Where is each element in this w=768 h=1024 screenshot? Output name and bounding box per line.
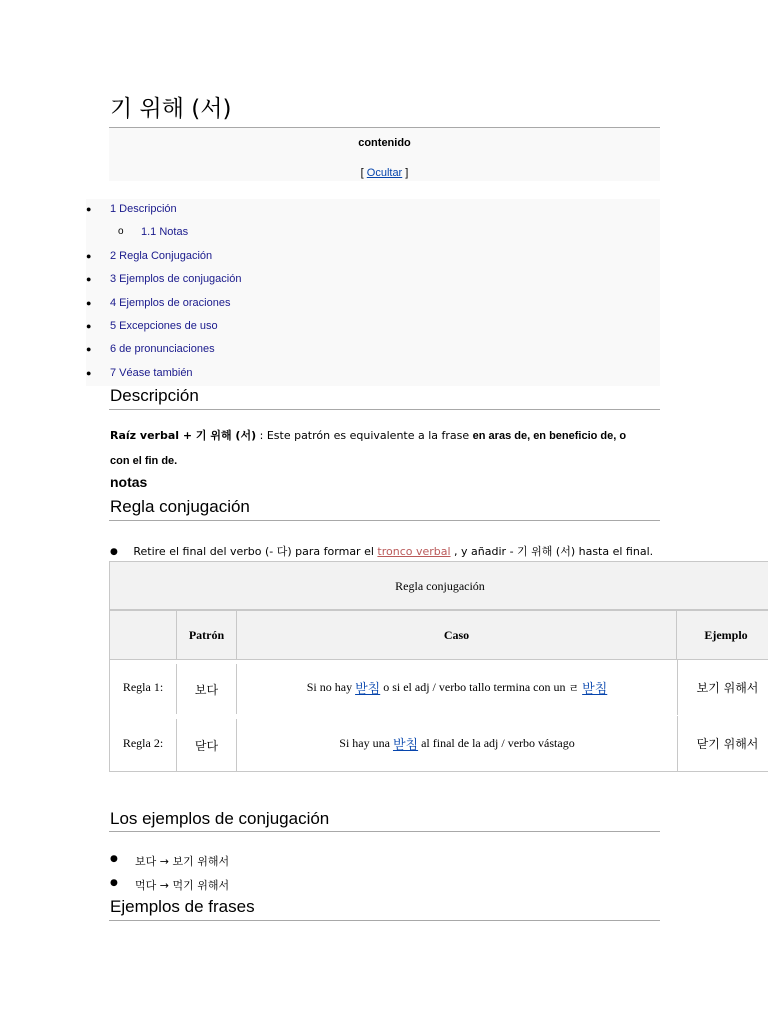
batchim-link[interactable]: 받침 <box>582 682 608 697</box>
toc-item-vease[interactable] <box>86 363 660 386</box>
toc-box <box>109 128 660 181</box>
rieul-char: ㄹ <box>568 681 580 695</box>
table-header-ejemplo: Ejemplo <box>676 610 768 660</box>
toc-item-label[interactable]: 1 Descripción <box>110 203 177 215</box>
regla-bullet-post: , y añadir - 기 위해 (서) hasta el final. <box>450 545 654 558</box>
page-title: 기 위해 (서) <box>110 96 232 122</box>
regla-bullet-pre: Retire el final del verbo (- 다) para formar el <box>133 545 378 558</box>
section-heading-regla: Regla conjugación <box>110 497 250 516</box>
toc-item-regla[interactable] <box>86 246 660 269</box>
toc-item-label[interactable]: 7 Véase también <box>110 366 193 379</box>
conj-example: 보다 → 보기 위해서 <box>135 855 230 868</box>
bullet-icon: ● <box>86 204 92 214</box>
toc-item-excepciones[interactable] <box>86 316 660 339</box>
table-header-caso: Caso <box>236 610 677 660</box>
batchim-link[interactable]: 받침 <box>392 738 419 753</box>
toc-hide-control <box>109 167 660 179</box>
case-text: al final de la adj / verbo vástago <box>421 736 575 750</box>
bullet-icon: ● <box>86 250 92 261</box>
bullet-icon: ● <box>86 344 92 355</box>
toc-hide-prefix: [ <box>360 167 367 179</box>
bullet-icon: ● <box>86 297 92 308</box>
section-rule <box>109 920 660 921</box>
toc-hide-suffix: ] <box>402 167 409 179</box>
toc-item-label[interactable]: 2 Regla Conjugación <box>110 249 213 262</box>
tronco-verbal-link[interactable]: tronco verbal <box>377 545 451 558</box>
notas-heading: notas <box>110 474 148 490</box>
toc-item-label[interactable]: 3 Ejemplos de conjugación <box>110 273 242 286</box>
toc-item-label[interactable]: 5 Excepciones de uso <box>110 319 218 332</box>
descripcion-text: : Este patrón es equivalente a la frase <box>256 429 473 442</box>
table-row1-rule: Regla 1: <box>122 680 164 694</box>
toc-item-label[interactable]: 4 Ejemplos de oraciones <box>110 296 231 309</box>
descripcion-paragraph <box>110 423 670 474</box>
table-row1-example: 보기 위해서 <box>677 660 768 715</box>
section-heading-ejemplos-frases: Ejemplos de frases <box>110 897 255 916</box>
descripcion-bold-end: en aras de, en beneficio de, o <box>472 430 627 442</box>
descripcion-bold-start: Raíz verbal + 기 위해 (서) <box>110 429 257 442</box>
bullet-icon: ● <box>110 547 118 557</box>
table-row1-pattern: 보다 <box>176 664 237 714</box>
toc-list <box>86 199 660 386</box>
descripcion-bold-end-2: con el fin de. <box>110 455 178 467</box>
toc-item-label[interactable]: 6 de pronunciaciones <box>110 343 215 356</box>
table-row1-case <box>237 660 677 715</box>
table-row2-case <box>237 716 677 771</box>
toc-heading: contenido <box>358 137 411 149</box>
bullet-icon: ● <box>86 320 92 331</box>
table-row2-rule: Regla 2: <box>122 736 164 750</box>
section-rule <box>109 520 660 521</box>
table-caption-text: Regla conjugación <box>395 579 485 593</box>
bullet-icon: ● <box>86 367 92 378</box>
toc-item-notas[interactable] <box>86 222 660 245</box>
case-text: o si el adj / verbo tallo termina con un <box>383 680 566 694</box>
toc-hide-link[interactable]: Ocultar <box>366 167 403 179</box>
batchim-link[interactable]: 받침 <box>355 682 381 697</box>
case-text: Si no hay <box>306 680 353 694</box>
section-heading-ejemplos-conjugacion: Los ejemplos de conjugación <box>110 809 330 828</box>
bullet-icon: ● <box>110 878 118 888</box>
table-row2-pattern: 닫다 <box>176 719 237 771</box>
toc-item-ejemplos-conjugacion[interactable] <box>86 269 660 292</box>
circle-bullet-icon: o <box>118 226 124 238</box>
toc-item-pronunciaciones[interactable] <box>86 339 660 362</box>
toc-item-descripcion[interactable] <box>86 199 660 222</box>
conj-example: 먹다 → 먹기 위해서 <box>135 879 230 892</box>
table-caption <box>109 561 768 610</box>
section-rule <box>109 409 660 410</box>
table-header-patron: Patrón <box>176 610 237 660</box>
section-heading-descripcion: Descripción <box>110 386 199 405</box>
table-header-blank <box>109 610 177 660</box>
toc-item-label[interactable]: 1.1 Notas <box>141 226 189 239</box>
section-rule <box>109 831 660 832</box>
table-row2-example: 닫기 위해서 <box>677 716 768 771</box>
case-text: Si hay una <box>339 736 390 750</box>
bullet-icon: ● <box>86 274 92 285</box>
bullet-icon: ● <box>110 854 118 864</box>
regla-bullet <box>110 543 653 559</box>
toc-item-ejemplos-oraciones[interactable] <box>86 293 660 316</box>
